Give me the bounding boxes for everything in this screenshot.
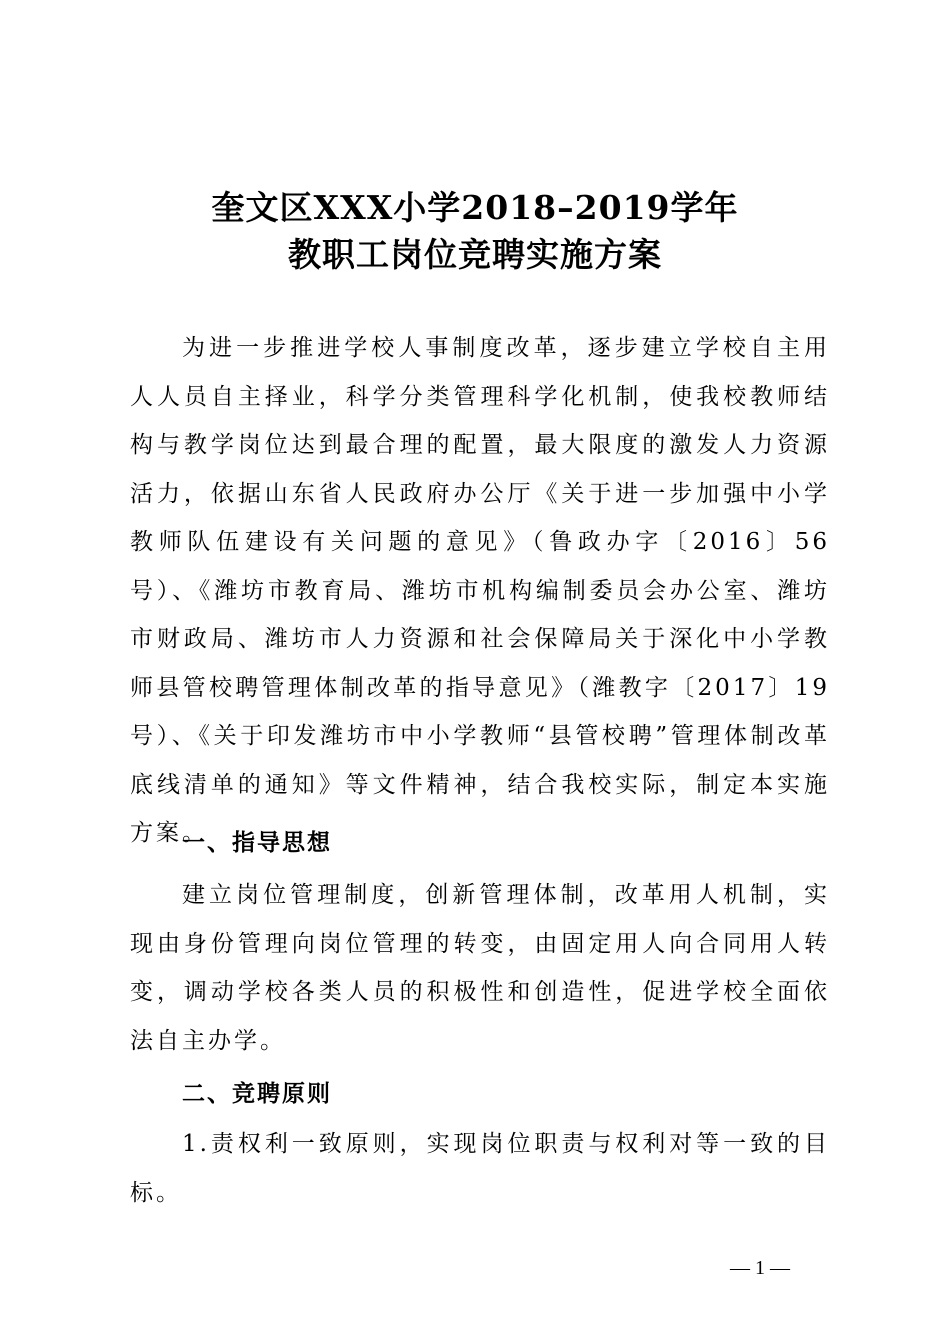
section2-item1: 1.责权利一致原则，实现岗位职责与权利对等一致的目标。 xyxy=(130,1131,830,1206)
document-title-line2: 教职工岗位竞聘实施方案 xyxy=(288,235,662,274)
document-title-line1: 奎文区XXX小学2018–2019学年 xyxy=(211,188,739,227)
section1-paragraph: 建立岗位管理制度，创新管理体制，改革用人机制，实现由身份管理向岗位管理的转变，由固定用人向合同用人转变，调动学校各类人员的积极性和创造性，促进学校全面依法自主办学。 xyxy=(130,882,830,1054)
intro-paragraph: 为进一步推进学校人事制度改革，逐步建立学校自主用人人员自主择业，科学分类管理科学化机制，使我校教师结构与教学岗位达到最合理的配置，最大限度的激发人力资源活力，依据山东省人民政府办公厅《关于进一步加强中小学教师队伍建设有关问题的意见》（鲁政办字〔2016〕56号）、《潍坊市教育局、潍坊市机构编制委员会办公室、潍坊市财政局、潍坊市人力资源和社会保障局关于深化中小学教师县管校聘管理体制改革的指导意见》（潍教字〔2017〕19号）、《关于印发潍坊市中小学教师“县管校聘”管理体制改革底线清单的通知》等文件精神，结合我校实际，制定本实施方案。 xyxy=(130,335,830,846)
section-heading-principles: 二、竞聘原则 xyxy=(182,1081,332,1107)
section-heading-guiding-ideology: 一、指导思想 xyxy=(182,830,332,856)
page-number: — 1 — xyxy=(730,1257,790,1279)
